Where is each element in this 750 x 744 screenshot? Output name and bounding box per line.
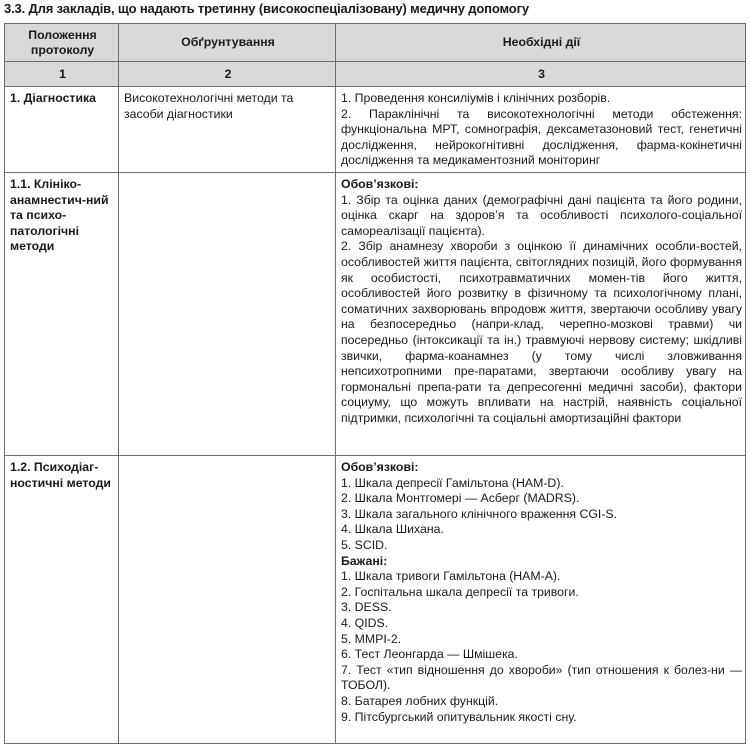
header-position-line1: Положення bbox=[28, 27, 97, 42]
header-actions: Необхідні дії bbox=[336, 24, 746, 62]
mandatory-label: Обов’язкові: bbox=[341, 177, 419, 191]
header-row bbox=[5, 24, 746, 62]
list-item: 1. Шкала депресії Гамільтона (HAM-D). bbox=[341, 475, 564, 490]
action-item: 2. Збір анамнезу хвороби з оцінкою її динамічних особли-востей, особливостей життя пацієнта, світоглядних позицій, його формування як особистості, психотравматичних момен-тів його життя, особливостей його розвитку в фізичному та психологічному плані, соматичних захворювань впродовж життя, звертаючи особливу увагу на безпосередньо (напри-клад, черепно-мозкові травми) чи посередньо (інтоксикації та ін.) травмуючі нервову систему; шкідливі звички, фарма-коанамнез (у тому числі зловживання непсихотропними пре-паратами, звертаючи особливу увагу на гормональні препа-рати та депресогенні медичні засоби), фактори социуму, що можуть впливати на настрій, наявність соціальної підтримки, психологічні та соціальні амортизаційні фактори bbox=[341, 239, 742, 425]
row-justification: Високотехнологічні методи та засоби діагностики bbox=[119, 87, 336, 173]
action-item: 1. Збір та оцінка даних (демографічні дані пацієнта та його родини, оцінка скарг на здоров’я та особливості психолого-соціальної самореалізації пацієнта). bbox=[341, 192, 742, 238]
list-item: 8. Батарея лобних функцій. bbox=[341, 693, 499, 708]
mandatory-label: Обов’язкові: bbox=[341, 460, 419, 474]
list-item: 6. Тест Леонгарда — Шмішека. bbox=[341, 647, 518, 662]
header-position bbox=[5, 24, 119, 62]
list-item: 5. MMPI-2. bbox=[341, 631, 402, 646]
row-position: 1.2. Психодіаг-ностичні методи bbox=[5, 456, 119, 744]
list-item: 2. Шкала Монтгомері — Асберг (MADRS). bbox=[341, 491, 580, 506]
row-actions bbox=[336, 456, 746, 744]
column-number-1: 1 bbox=[5, 62, 119, 87]
table-row-psychodiagnostic bbox=[5, 456, 746, 744]
row-actions bbox=[336, 173, 746, 456]
protocol-table bbox=[4, 23, 746, 744]
row-position: 1.1. Клініко-анамнестич-ний та психо-патологічні методи bbox=[5, 173, 119, 456]
header-justification: Обґрунтування bbox=[119, 24, 336, 62]
list-item: 4. Шкала Шихана. bbox=[341, 522, 444, 537]
table-row-diagnostics bbox=[5, 87, 746, 173]
row-actions bbox=[336, 87, 746, 173]
table-row-clinical-anamnestic bbox=[5, 173, 746, 456]
section-title: 3.3. Для закладів, що надають третинну (високоспеціалізовану) медичну допомогу bbox=[4, 1, 529, 16]
list-item: 1. Шкала тривоги Гамільтона (HAM-A). bbox=[341, 569, 561, 584]
column-number-row bbox=[5, 62, 746, 87]
list-item: 5. SCID. bbox=[341, 537, 388, 552]
row-justification bbox=[119, 173, 336, 456]
header-position-line2: протоколу bbox=[30, 42, 95, 57]
list-item: 3. Шкала загального клінічного враження CGI-S. bbox=[341, 506, 618, 521]
list-item: 7. Тест «тип відношення до хвороби» (тип отношения к болез-ни — ТОБОЛ). bbox=[341, 662, 742, 693]
row-justification bbox=[119, 456, 336, 744]
column-number-2: 2 bbox=[119, 62, 336, 87]
list-item: 4. QIDS. bbox=[341, 615, 389, 630]
list-item: 2. Госпітальна шкала депресії та тривоги. bbox=[341, 584, 579, 599]
desired-label: Бажані: bbox=[341, 553, 388, 568]
row-position: 1. Діагностика bbox=[5, 87, 119, 173]
list-item: 3. DESS. bbox=[341, 600, 392, 615]
action-item: 1. Проведення консиліумів і клінічних розборів. bbox=[341, 91, 611, 105]
column-number-3: 3 bbox=[336, 62, 746, 87]
list-item: 9. Пітсбургський опитувальник якості сну. bbox=[341, 709, 577, 724]
action-item: 2. Параклінічні та високотехнологічні методи обстеження: функціональна МРТ, сомнографія, дексаметазоновий тест, генетичні дослідження, нейрокогнітивні дослідження, фарма-кокінетичні дослідження та медикаментозний моніторинг bbox=[341, 106, 742, 168]
